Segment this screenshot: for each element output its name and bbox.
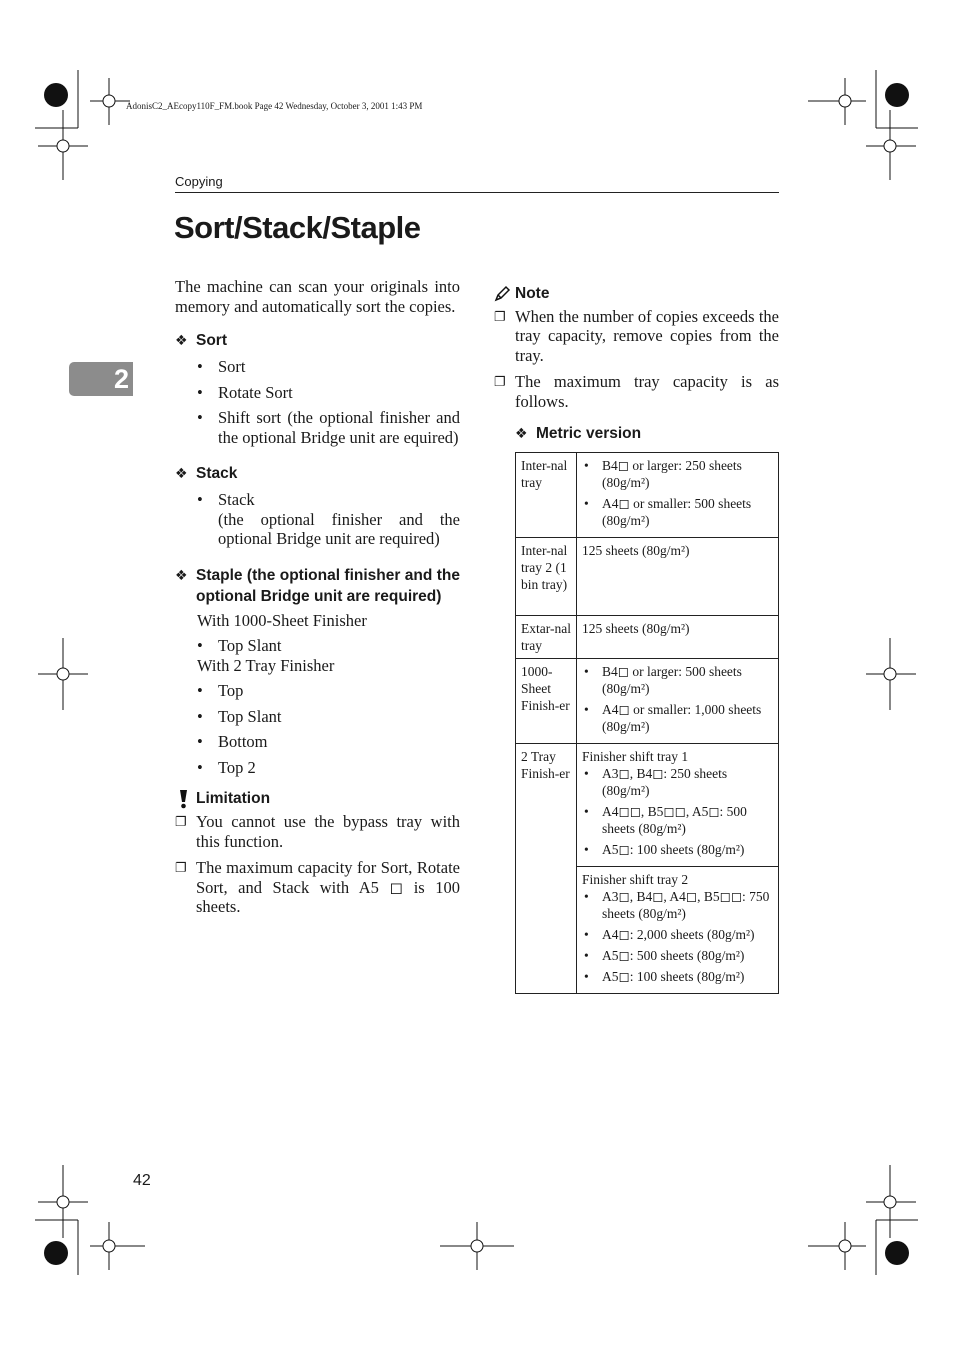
diamond-icon: ❖ xyxy=(515,425,528,441)
diamond-icon: ❖ xyxy=(175,332,188,348)
list-item: • B4◻ or larger: 250 sheets (80g/m²) xyxy=(582,457,774,491)
row-label: 1000-Sheet Finish-er xyxy=(516,659,577,744)
row-label: Inter-nal tray 2 (1 bin tray) xyxy=(516,538,577,616)
list-item: • A5◻: 100 sheets (80g/m²) xyxy=(582,968,774,985)
list-item: • Top Slant xyxy=(197,636,460,656)
header-divider xyxy=(175,192,779,193)
list-item: • Top xyxy=(197,681,460,701)
diamond-icon: ❖ xyxy=(175,566,188,583)
list-item: • A3◻, B4◻, A4◻, B5◻◻: 750 sheets (80g/m²) xyxy=(582,888,774,922)
list-item: • Rotate Sort xyxy=(197,383,460,403)
list-item: • Bottom xyxy=(197,732,460,752)
metric-heading: ❖ Metric version xyxy=(515,425,642,442)
list-item: • A5◻: 100 sheets (80g/m²) xyxy=(582,841,774,858)
list-item: ❐ The maximum capacity for Sort, Rotate Sort, and Stack with A5 ◻ is 100 sheets. xyxy=(175,858,460,917)
list-item: • B4◻ or larger: 500 sheets (80g/m²) xyxy=(582,663,774,697)
list-item: • Top 2 xyxy=(197,758,460,778)
shift-tray-2: Finisher shift tray 2 • A3◻, B4◻, A4◻, B5◻◻: 750 sheets (80g/m²) • A4◻: 2,000 sheets (80g/m²) • A5◻: 500 sheets (80g/m²) • A5◻: 100 sheets (80g/m²) xyxy=(577,866,778,993)
staple-2tray-label: With 2 Tray Finisher xyxy=(197,655,335,675)
list-item: • A4◻ or smaller: 500 sheets (80g/m²) xyxy=(582,495,774,529)
right-column xyxy=(494,284,779,994)
limitation-heading: Limitation xyxy=(175,789,460,809)
staple-2tray-list xyxy=(175,681,460,777)
list-item: • A3◻, B4◻: 250 sheets (80g/m²) xyxy=(582,765,774,799)
note-list xyxy=(494,307,779,412)
staple-heading: ❖ Staple (the optional finisher and the optional Bridge unit are required) xyxy=(175,566,460,605)
table-row xyxy=(516,538,779,616)
list-item: • Top Slant xyxy=(197,707,460,727)
row-label: Inter-nal tray xyxy=(516,453,577,538)
staple-1000-label: With 1000-Sheet Finisher xyxy=(197,610,367,630)
list-item: • A4◻: 2,000 sheets (80g/m²) xyxy=(582,926,774,943)
sort-heading: ❖ Sort xyxy=(175,332,227,349)
table-row xyxy=(516,453,779,538)
page-number: 42 xyxy=(133,1172,151,1189)
chapter-tab: 2 xyxy=(69,362,133,396)
list-item: • A5◻: 500 sheets (80g/m²) xyxy=(582,947,774,964)
list-item: • Shift sort (the optional finisher and the optional Bridge unit are equired) xyxy=(197,408,460,447)
pencil-icon xyxy=(494,285,511,302)
shift-tray-1: Finisher shift tray 1 • A3◻, B4◻: 250 sheets (80g/m²) • A4◻◻, B5◻◻, A5◻: 500 sheets (80g/m²) • A5◻: 100 sheets (80g/m²) xyxy=(577,744,778,866)
list-item: ❐ You cannot use the bypass tray with this function. xyxy=(175,812,460,851)
exclamation-icon xyxy=(175,789,192,809)
row-value: 125 sheets (80g/m²) xyxy=(577,616,779,659)
tray-capacity-table xyxy=(515,452,779,994)
staple-1000-list xyxy=(175,636,460,656)
row-value xyxy=(577,744,779,994)
intro-paragraph: The machine can scan your originals into memory and automatically sort the copies. xyxy=(175,277,460,316)
stack-heading: ❖ Stack xyxy=(175,465,238,482)
row-value xyxy=(577,453,779,538)
limitation-list xyxy=(175,812,460,917)
stack-list xyxy=(175,490,460,549)
row-label: Extar-nal tray xyxy=(516,616,577,659)
table-row xyxy=(516,744,779,994)
list-item: ❐ When the number of copies exceeds the tray capacity, remove copies from the tray. xyxy=(494,307,779,366)
list-item: • Sort xyxy=(197,357,460,377)
list-item: • Stack (the optional finisher and the optional Bridge unit are required) xyxy=(197,490,460,549)
sort-list xyxy=(175,357,460,447)
running-header: Copying xyxy=(175,174,223,189)
list-item: • A4◻◻, B5◻◻, A5◻: 500 sheets (80g/m²) xyxy=(582,803,774,837)
list-item: ❐ The maximum tray capacity is as follows. xyxy=(494,372,779,411)
table-row xyxy=(516,616,779,659)
note-heading: Note xyxy=(494,284,779,304)
left-column xyxy=(175,277,460,924)
table-row xyxy=(516,659,779,744)
page-title: Sort/Stack/Staple xyxy=(174,210,421,245)
row-value xyxy=(577,659,779,744)
list-item: • A4◻ or smaller: 1,000 sheets (80g/m²) xyxy=(582,701,774,735)
file-slug: AdonisC2_AEcopy110F_FM.book Page 42 Wednesday, October 3, 2001 1:43 PM xyxy=(126,101,423,111)
row-label: 2 Tray Finish-er xyxy=(516,744,577,994)
diamond-icon: ❖ xyxy=(175,465,188,481)
row-value: 125 sheets (80g/m²) xyxy=(577,538,779,616)
